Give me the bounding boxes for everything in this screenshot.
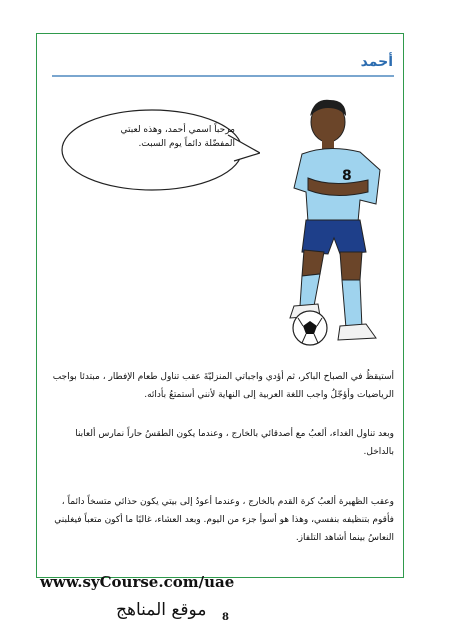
paragraph-morning: أستيقظُ في الصباح الباكر، ثم أؤدي واجباتي المنزليّةَ عقب تناول طعام الإفطار ، مبتدئا بواجب الرياضيات وأؤجّلُ واجب اللغة العربية إلى النهاية لأنني أستمتعُ بأدائه. <box>52 372 394 400</box>
speech-bubble-text: مرحباً اسمي أحمد، وهذه لعبتي المفضّلة دائماً يوم السبت. <box>120 125 235 149</box>
page-number: 8 <box>222 612 229 623</box>
speech-bubble <box>60 105 260 200</box>
page-title: أحمد <box>360 54 393 70</box>
footer-url: www.syCourse.com/uae <box>40 573 235 591</box>
svg-text:8: 8 <box>342 168 352 184</box>
paragraph-evening: وعقب الظهيرة ألعبُ كرة القدم بالخارج ، وعندما أعودُ إلى بيتي يكون حذائي متسخاً دائماً ، فأقوم بتنظيفه بنفسي، وهذا هو أسوأ جزء من اليوم. وبعد العشاء، غالبًا ما أكون متعباً فيغلبني النعاسُ بينما أشاهد التلفاز. <box>54 497 394 543</box>
football-player-illustration <box>280 92 390 350</box>
title-divider <box>52 75 394 77</box>
paragraph-afternoon: وبعد تناول الغداء، ألعبُ مع أصدقائي بالخارج ، وعندما يكون الطقسُ حاراً نمارس ألعابنا بالداخل. <box>75 429 394 457</box>
footer-site-name: موقع المناهج <box>116 600 207 620</box>
